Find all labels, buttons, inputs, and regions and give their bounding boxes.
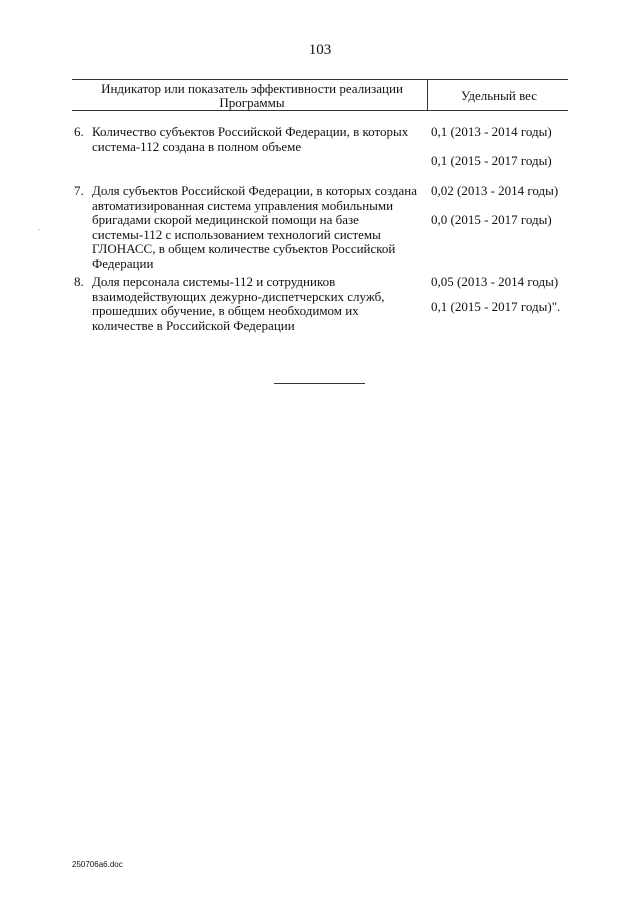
header-indicator: Индикатор или показатель эффективности реализации Программы bbox=[101, 81, 403, 110]
page-number: 103 bbox=[308, 42, 332, 58]
row-weights bbox=[431, 125, 581, 168]
header-weight: Удельный вес bbox=[460, 88, 537, 103]
row-indicator-text: Доля субъектов Российской Федерации, в которых создана автоматизированная система управления мобильными бригадами скорой медицинской помощи на базе системы-112 с использованием технологий системы ГЛОНАСС, в общем количестве субъектов Российской Федерации bbox=[92, 183, 418, 271]
closing-rule bbox=[274, 383, 365, 384]
table-header-bottom-rule bbox=[72, 110, 568, 111]
header-column-divider bbox=[427, 80, 428, 110]
margin-mark: - bbox=[38, 227, 40, 233]
row-number: 8. bbox=[74, 274, 84, 289]
weight-value: 0,02 (2013 - 2014 годы) bbox=[431, 183, 559, 198]
weight-value: 0,1 (2015 - 2017 годы)". bbox=[431, 298, 561, 314]
row-number: 7. bbox=[74, 183, 84, 198]
weight-value: 0,1 (2013 - 2014 годы) bbox=[431, 124, 552, 139]
table-top-rule bbox=[72, 79, 568, 80]
row-weights bbox=[431, 184, 581, 227]
row-weights bbox=[431, 275, 581, 314]
footer-filename: 250706a6.doc bbox=[72, 860, 123, 869]
row-number: 6. bbox=[74, 124, 84, 139]
weight-value: 0,0 (2015 - 2017 годы) bbox=[431, 211, 552, 227]
weight-value: 0,1 (2015 - 2017 годы) bbox=[431, 152, 552, 168]
row-indicator-text: Количество субъектов Российской Федерации, в которых система-112 создана в полном объеме bbox=[92, 124, 409, 154]
row-indicator-text: Доля персонала системы-112 и сотрудников взаимодействующих дежурно-диспетчерских служб, прошедших обучение, в общем необходимом их количестве в Российской Федерации bbox=[92, 274, 385, 333]
weight-value: 0,05 (2013 - 2014 годы) bbox=[431, 274, 559, 289]
